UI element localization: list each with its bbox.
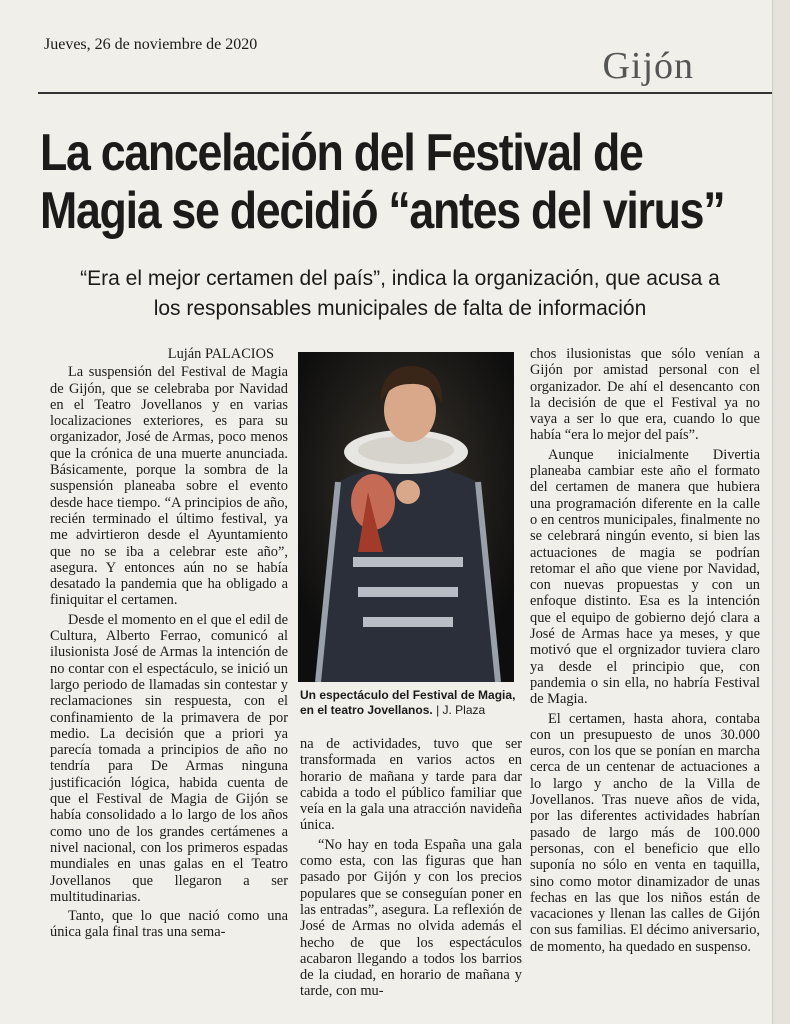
photo-credit: | J. Plaza [436,703,486,717]
caption-text: Un espectáculo del Festival de Magia, en el teatro Jovellanos. [300,688,516,717]
photo-caption [300,688,518,718]
paragraph: El certamen, hasta ahora, contaba con un presupuesto de unos 30.000 euros, con los que se ponían en marcha cerca de un centenar de actuaciones a lo largo y ancho de la Villa de Jovellanos. Tras nueve años de vida, por las diferentes actividades habrían pasado de largo más de 100.000 personas, con el beneficio que ello suponía no sólo en venta en taquilla, sino como motor dinamizador de unas fechas en las que los niños están de vacaciones y llenan las calles de Gijón con sus familias. El décimo aniversario, de momento, ha quedado en suspenso. [530,710,760,955]
article-column-3 [530,346,760,958]
adjacent-page-edge [772,0,790,1024]
magician-illustration [298,352,514,682]
headline [40,124,725,240]
byline: Luján PALACIOS [167,346,274,362]
article-column-1 [50,346,288,944]
headline-line-1: La cancelación del Festival de [40,124,643,182]
headline-line-2: Magia se decidió “antes del virus” [40,182,725,240]
magician-photo [298,352,514,682]
paragraph: “No hay en toda España una gala como esta, con las figuras que han pasado por Gijón y con los precios populares que se conseguían poner en las entradas”, asegura. La reflexión de José de Armas no olvida además el hecho de que los espectáculos acabaron llegando a todos los barrios de la ciudad, en horario de mañana y tarde, con mu- [300,836,522,1000]
paragraph: na de actividades, tuvo que ser transformada en varios actos en horario de mañana y tarde para dar cabida a todo el público familiar que veía en la gala una atracción navideña única. [300,736,522,834]
paragraph: Tanto, que lo que nació como una única gala final tras una sema- [50,908,288,941]
paragraph: chos ilusionistas que sólo venían a Gijón por amistad personal con el organizador. De ahí el desencanto con la decisión de que el Festival ya no vaya a ser lo que era, cuando lo que había “era lo mejor del país”. [530,346,760,444]
article-column-2 [300,736,522,1003]
subheadline: “Era el mejor certamen del país”, indica la organización, que acusa a los responsables municipales de falta de información [80,267,720,320]
paragraph: La suspensión del Festival de Magia de Gijón, que se celebraba por Navidad en el Teatro Jovellanos y en varias localizaciones exteriores, es para su organizador, José de Armas, poco menos que la crónica de una muerte anunciada. Básicamente, porque la sombra de la suspensión planeaba sobre el evento desde hace tiempo. “A principios de año, recién terminado el último festival, ya me advirtieron desde el Ayuntamiento que no se iba a celebrar este año”, asegura. Y entonces aún no se había desatado la pandemia que ha obligado a finiquitar el certamen. [50,364,288,609]
header-rule [38,92,772,94]
paragraph: Aunque inicialmente Divertia planeaba cambiar este año el formato del certamen de manera que hubiera una programación diferente en la calle o en centros municipales, finalmente no se celebrará ningún evento, si bien las actuaciones de magia se podrían retomar el año que viene por Navidad, con nuevas propuestas y con un enfoque distinto. Esa es la intención que el equipo de gobierno dejó clara a José de Armas hace ya meses, y que motivó que el orgnizador tuviera claro ya desde el principio que, con pandemia o sin ella, no habría Festival de Magia. [530,446,760,708]
issue-date: Jueves, 26 de noviembre de 2020 [44,36,258,53]
paragraph: Desde el momento en el que el edil de Cultura, Alberto Ferrao, comunicó al ilusionista José de Armas la intención de no contar con el espectáculo, se inició un largo periodo de llamadas sin contestar y reclamaciones sin respuesta, con el confinamiento de la primavera de por medio. La decisión que a priori ya parecía tomada a principios de año no tendría para De Armas ninguna justificación lógica, habida cuenta de que el Festival de Magia de Gijón se había consolidado a lo largo de los años como uno de los grandes certámenes a nivel nacional, con los primeros espadas mundiales en unas galas en el Teatro Jovellanos que llegaron a ser multitudinarias. [50,611,288,905]
section-title: Gijón [602,45,694,87]
